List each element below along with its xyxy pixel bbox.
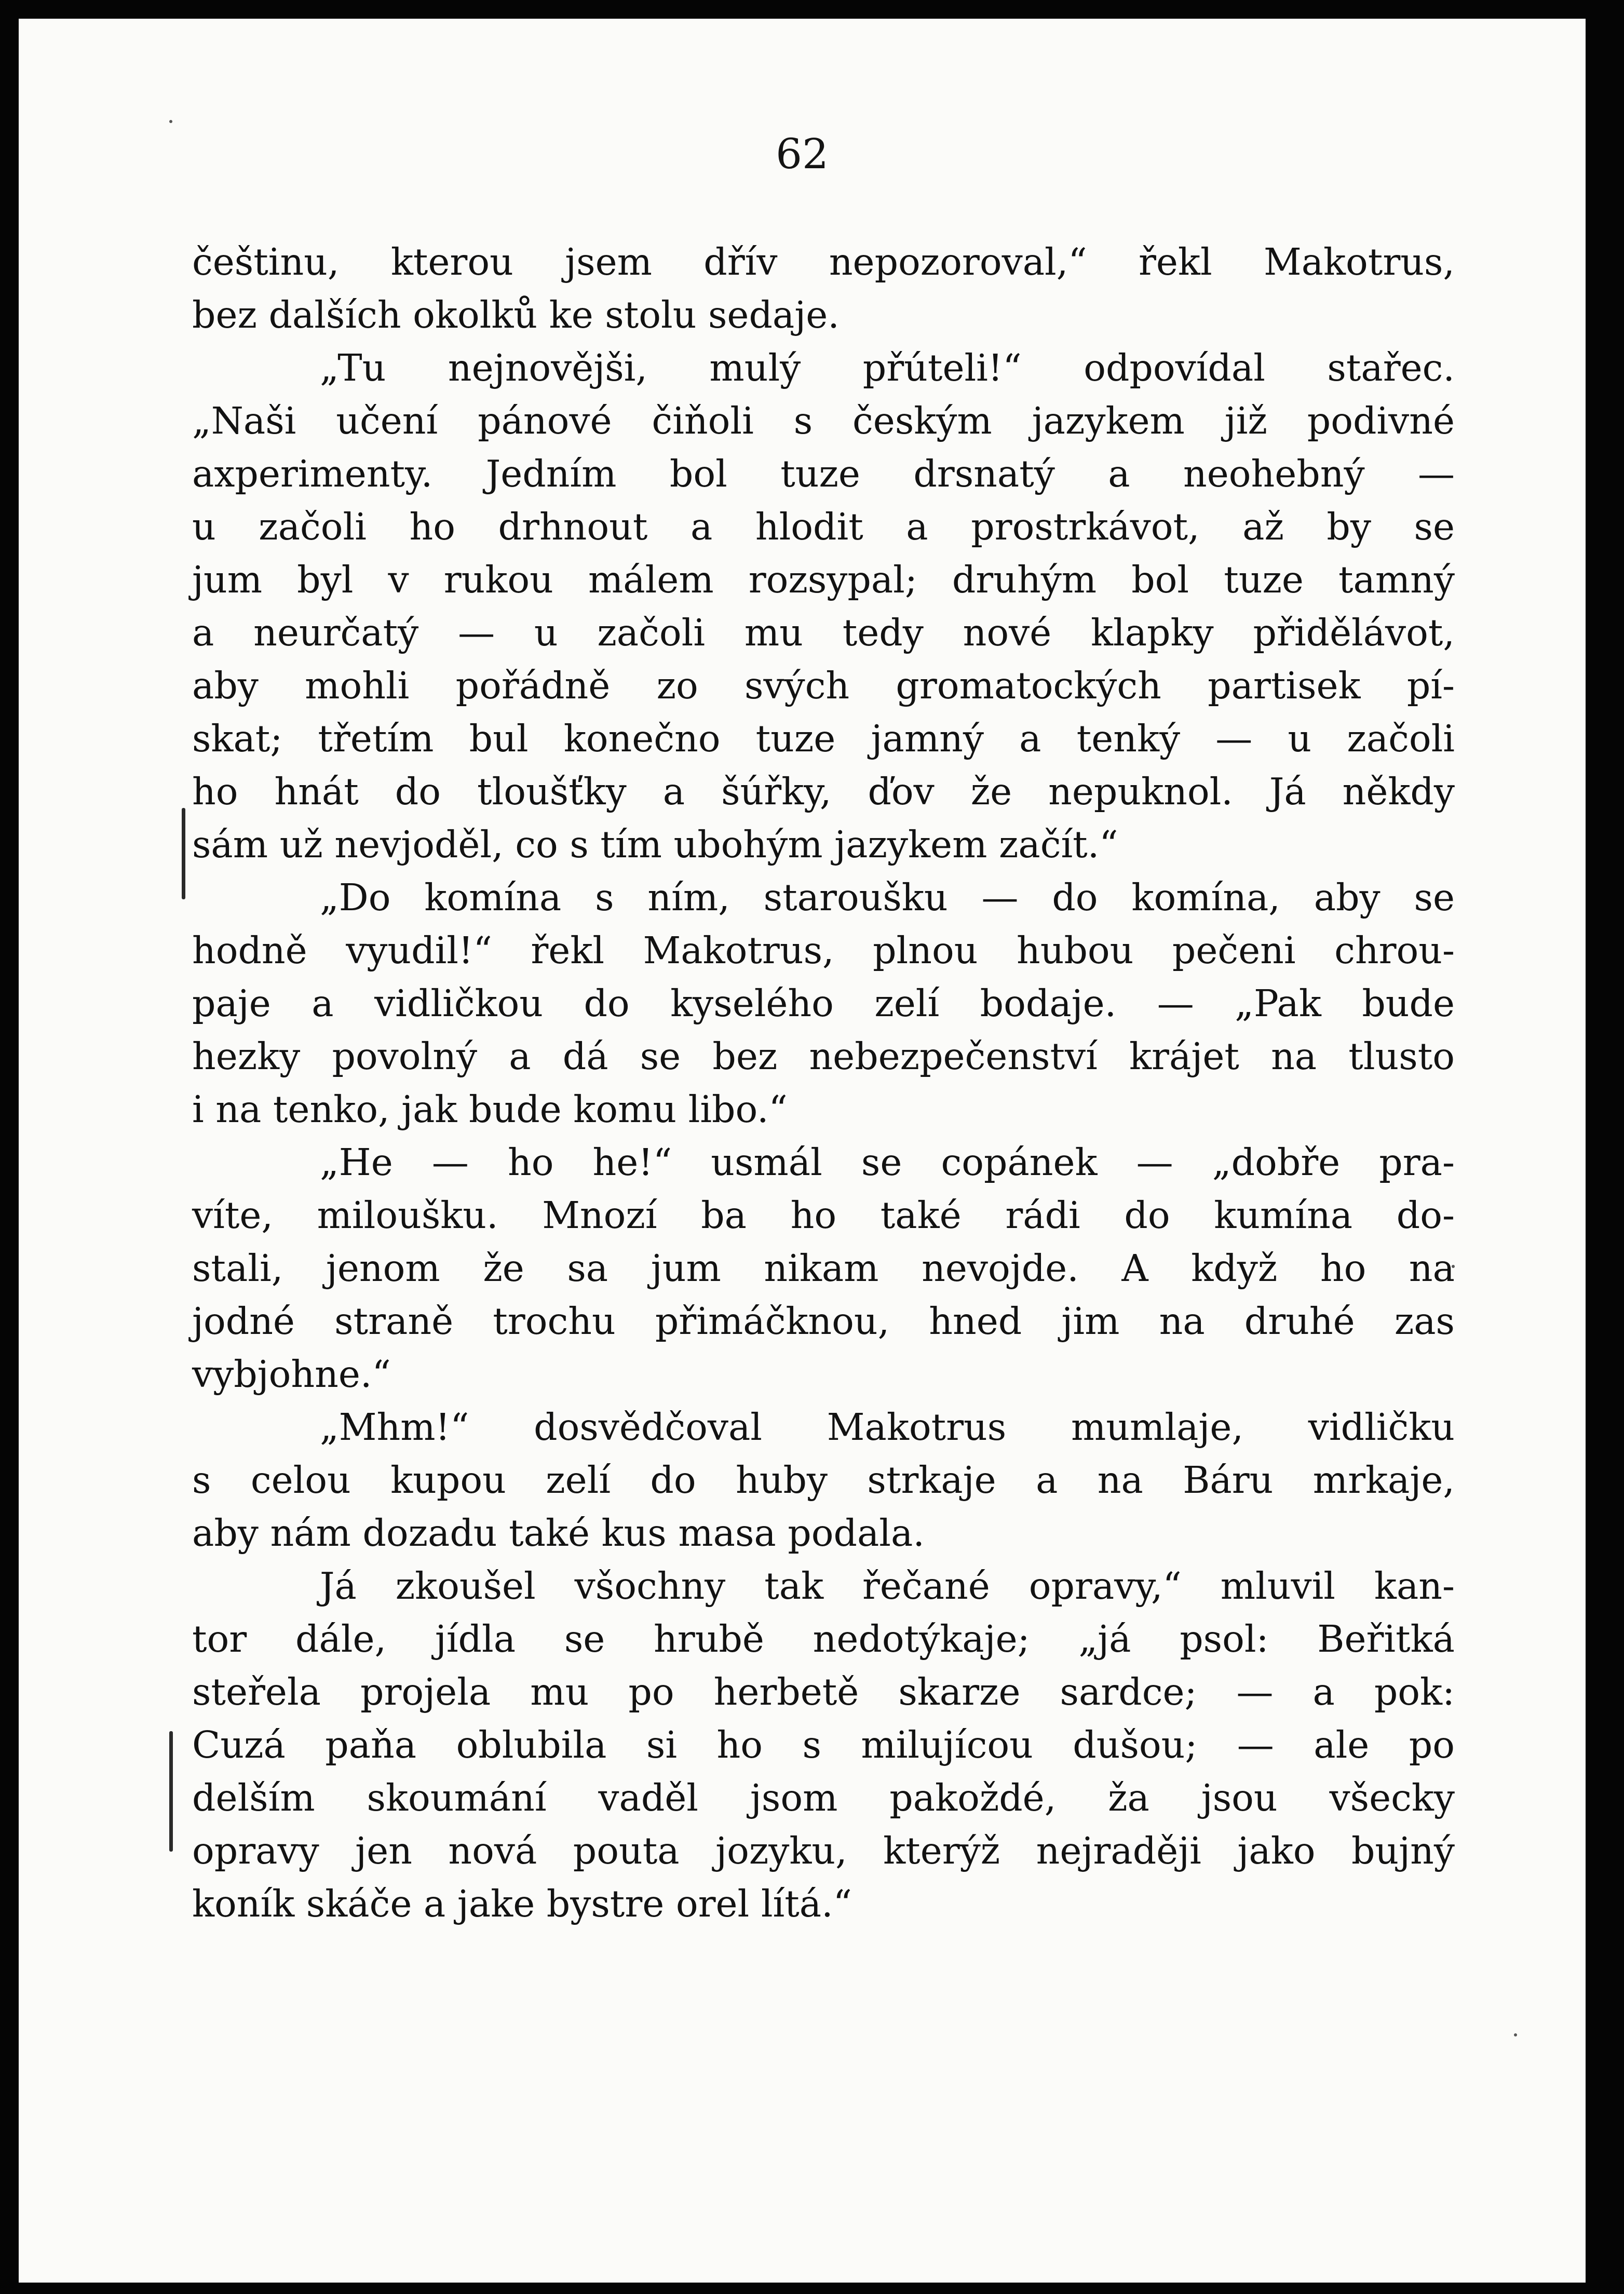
paper-speck [169,120,172,123]
text-line: jodné straně trochu přimáčknou, hned jim na druhé zas [192,1300,1455,1343]
text-line: stali, jenom že sa jum nikam nevojde. A když ho na [192,1247,1455,1290]
margin-pencil-mark [169,1731,173,1852]
text-line: „Mhm!“ dosvědčoval Makotrus mumlaje, vidličku [320,1406,1455,1449]
text-line: steřela projela mu po herbetě skarze sardce; — a pok: [192,1670,1455,1713]
text-line: paje a vidličkou do kyselého zelí bodaje. — „Pak bude [192,982,1455,1025]
text-line: „Tu nejnovějši, mulý přúteli!“ odpovídal stařec. [320,346,1455,389]
text-line: jum byl v rukou málem rozsypal; druhým bol tuze tamný [192,558,1455,601]
text-line: koník skáče a jake bystre orel lítá.“ [192,1882,852,1925]
text-line: hezky povolný a dá se bez nebezpečenství krájet na tlusto [192,1035,1455,1078]
book-page [19,19,1586,2283]
text-line: Cuzá paňa oblubila si ho s milujícou dušou; — ale po [192,1723,1455,1766]
text-line: a neurčatý — u začoli mu tedy nové klapky přidělávot, [192,611,1455,654]
text-line: „Do komína s ním, staroušku — do komína, aby se [320,876,1455,919]
text-line: axperimenty. Jedním bol tuze drsnatý a neohebný — [192,452,1455,495]
text-line: ho hnát do tloušťky a šúřky, ďov že nepuknol. Já někdy [192,770,1455,813]
text-line: delším skoumání vaděl jsom pakoždé, ža jsou všecky [192,1776,1455,1819]
text-line: sám už nevjoděl, co s tím ubohým jazykem začít.“ [192,823,1118,866]
text-line: „He — ho he!“ usmál se copánek — „dobře pra- [320,1141,1455,1184]
text-line: tor dále, jídla se hrubě nedotýkaje; „já psol: Beřitká [192,1617,1455,1661]
body-text [192,236,1455,1931]
text-line: bez dalších okolků ke stolu sedaje. [192,293,840,336]
text-line: i na tenko, jak bude komu libo.“ [192,1088,788,1131]
text-line: hodně vyudil!“ řekl Makotrus, plnou hubou pečeni chrou- [192,929,1455,972]
text-line: vybjohne.“ [192,1353,391,1396]
text-line: aby nám dozadu také kus masa podala. [192,1512,925,1555]
text-line: „Naši učení pánové čiňoli s českým jazykem již podivné [192,399,1455,442]
text-line: češtinu, kterou jsem dřív nepozoroval,“ řekl Makotrus, [192,240,1455,284]
text-line: opravy jen nová pouta jozyku, kterýž nejraději jako bujný [192,1829,1455,1872]
text-line: Já zkoušel všochny tak řečané opravy,“ mluvil kan- [320,1564,1455,1608]
text-line: aby mohli pořádně zo svých gromatockých partisek pí- [192,664,1455,707]
margin-pencil-mark [182,808,185,899]
paper-speck [1514,2033,1517,2036]
text-line: u začoli ho drhnout a hlodit a prostrkávot, až by se [192,505,1455,548]
text-line: skat; třetím bul konečno tuze jamný a tenký — u začoli [192,717,1455,760]
text-line: víte, miloušku. Mnozí ba ho také rádi do kumína do- [192,1194,1455,1237]
page-number: 62 [776,130,829,178]
text-line: s celou kupou zelí do huby strkaje a na Báru mrkaje, [192,1459,1455,1502]
